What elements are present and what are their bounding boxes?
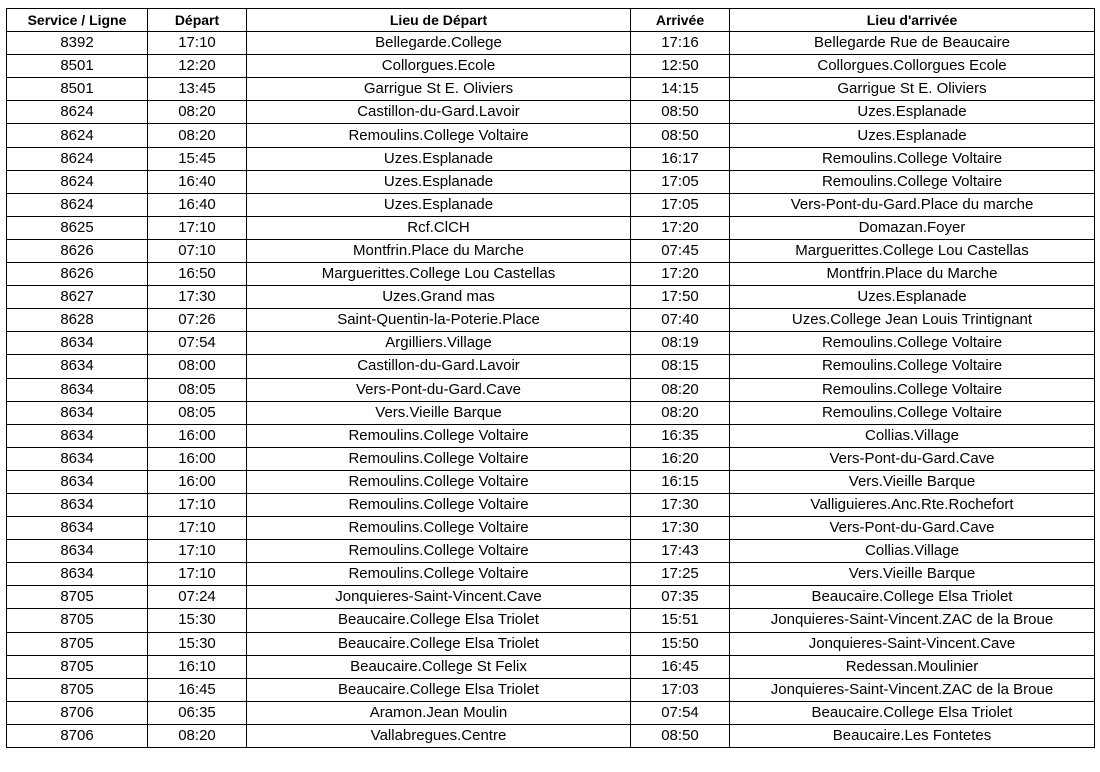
- cell-departure-place: Uzes.Esplanade: [247, 147, 631, 170]
- table-row: [7, 193, 1095, 216]
- cell-departure-place: Vers.Vieille Barque: [247, 401, 631, 424]
- cell-service-ligne: 8634: [7, 470, 148, 493]
- cell-arrival-time: 08:50: [631, 124, 730, 147]
- cell-departure-place: Vers-Pont-du-Gard.Cave: [247, 378, 631, 401]
- cell-arrival-time: 07:45: [631, 239, 730, 262]
- cell-departure-place: Jonquieres-Saint-Vincent.Cave: [247, 586, 631, 609]
- cell-arrival-time: 17:25: [631, 563, 730, 586]
- cell-depart-time: 08:05: [148, 378, 247, 401]
- cell-arrival-time: 14:15: [631, 78, 730, 101]
- cell-arrival-place: Jonquieres-Saint-Vincent.ZAC de la Broue: [730, 609, 1095, 632]
- table-row: [7, 355, 1095, 378]
- cell-depart-time: 16:00: [148, 447, 247, 470]
- table-row: [7, 332, 1095, 355]
- cell-arrival-time: 16:15: [631, 470, 730, 493]
- cell-depart-time: 16:40: [148, 193, 247, 216]
- cell-arrival-place: Montfrin.Place du Marche: [730, 263, 1095, 286]
- cell-arrival-place: Remoulins.College Voltaire: [730, 332, 1095, 355]
- cell-arrival-time: 15:51: [631, 609, 730, 632]
- schedule-table: [6, 8, 1095, 748]
- cell-arrival-time: 17:20: [631, 263, 730, 286]
- cell-service-ligne: 8392: [7, 32, 148, 55]
- cell-arrival-place: Jonquieres-Saint-Vincent.Cave: [730, 632, 1095, 655]
- table-row: [7, 78, 1095, 101]
- cell-arrival-place: Garrigue St E. Oliviers: [730, 78, 1095, 101]
- table-row: [7, 401, 1095, 424]
- cell-arrival-place: Marguerittes.College Lou Castellas: [730, 239, 1095, 262]
- cell-depart-time: 17:10: [148, 563, 247, 586]
- table-body: [7, 32, 1095, 748]
- table-row: [7, 309, 1095, 332]
- cell-departure-place: Marguerittes.College Lou Castellas: [247, 263, 631, 286]
- cell-arrival-time: 17:43: [631, 540, 730, 563]
- cell-depart-time: 17:10: [148, 540, 247, 563]
- cell-depart-time: 16:50: [148, 263, 247, 286]
- cell-depart-time: 16:00: [148, 470, 247, 493]
- cell-service-ligne: 8634: [7, 563, 148, 586]
- cell-service-ligne: 8634: [7, 517, 148, 540]
- cell-arrival-time: 16:45: [631, 655, 730, 678]
- cell-departure-place: Beaucaire.College Elsa Triolet: [247, 632, 631, 655]
- cell-arrival-time: 08:20: [631, 401, 730, 424]
- cell-departure-place: Rcf.ClCH: [247, 216, 631, 239]
- cell-depart-time: 15:45: [148, 147, 247, 170]
- cell-service-ligne: 8634: [7, 540, 148, 563]
- cell-arrival-place: Jonquieres-Saint-Vincent.ZAC de la Broue: [730, 678, 1095, 701]
- cell-service-ligne: 8634: [7, 378, 148, 401]
- cell-service-ligne: 8634: [7, 493, 148, 516]
- table-row: [7, 263, 1095, 286]
- cell-arrival-time: 08:15: [631, 355, 730, 378]
- header-row: [7, 9, 1095, 32]
- table-row: [7, 493, 1095, 516]
- cell-arrival-time: 15:50: [631, 632, 730, 655]
- cell-departure-place: Saint-Quentin-la-Poterie.Place: [247, 309, 631, 332]
- cell-departure-place: Remoulins.College Voltaire: [247, 447, 631, 470]
- table-row: [7, 124, 1095, 147]
- cell-arrival-place: Redessan.Moulinier: [730, 655, 1095, 678]
- cell-arrival-time: 17:05: [631, 170, 730, 193]
- cell-depart-time: 17:10: [148, 216, 247, 239]
- cell-departure-place: Castillon-du-Gard.Lavoir: [247, 101, 631, 124]
- cell-departure-place: Remoulins.College Voltaire: [247, 517, 631, 540]
- cell-depart-time: 13:45: [148, 78, 247, 101]
- cell-depart-time: 16:45: [148, 678, 247, 701]
- cell-departure-place: Remoulins.College Voltaire: [247, 124, 631, 147]
- cell-depart-time: 07:24: [148, 586, 247, 609]
- cell-arrival-time: 17:30: [631, 517, 730, 540]
- cell-service-ligne: 8634: [7, 424, 148, 447]
- cell-depart-time: 16:10: [148, 655, 247, 678]
- cell-departure-place: Remoulins.College Voltaire: [247, 470, 631, 493]
- cell-arrival-time: 08:19: [631, 332, 730, 355]
- table-row: [7, 147, 1095, 170]
- cell-depart-time: 17:10: [148, 493, 247, 516]
- table-row: [7, 609, 1095, 632]
- schedule-document: [6, 8, 1095, 748]
- table-row: [7, 563, 1095, 586]
- table-row: [7, 701, 1095, 724]
- cell-departure-place: Collorgues.Ecole: [247, 55, 631, 78]
- cell-departure-place: Remoulins.College Voltaire: [247, 424, 631, 447]
- table-row: [7, 170, 1095, 193]
- cell-service-ligne: 8628: [7, 309, 148, 332]
- table-row: [7, 424, 1095, 447]
- cell-depart-time: 15:30: [148, 632, 247, 655]
- cell-depart-time: 07:54: [148, 332, 247, 355]
- cell-arrival-place: Vers.Vieille Barque: [730, 470, 1095, 493]
- cell-departure-place: Beaucaire.College St Felix: [247, 655, 631, 678]
- cell-service-ligne: 8624: [7, 101, 148, 124]
- table-row: [7, 239, 1095, 262]
- cell-arrival-time: 07:54: [631, 701, 730, 724]
- header-lieu-de-depart: Lieu de Départ: [247, 9, 631, 32]
- cell-service-ligne: 8626: [7, 263, 148, 286]
- cell-service-ligne: 8624: [7, 193, 148, 216]
- cell-arrival-place: Remoulins.College Voltaire: [730, 170, 1095, 193]
- table-row: [7, 378, 1095, 401]
- cell-arrival-place: Remoulins.College Voltaire: [730, 378, 1095, 401]
- table-row: [7, 655, 1095, 678]
- table-row: [7, 517, 1095, 540]
- cell-depart-time: 06:35: [148, 701, 247, 724]
- table-row: [7, 286, 1095, 309]
- table-row: [7, 586, 1095, 609]
- cell-arrival-place: Remoulins.College Voltaire: [730, 355, 1095, 378]
- cell-arrival-place: Beaucaire.Les Fontetes: [730, 724, 1095, 747]
- cell-service-ligne: 8625: [7, 216, 148, 239]
- cell-arrival-time: 16:35: [631, 424, 730, 447]
- cell-service-ligne: 8624: [7, 147, 148, 170]
- cell-arrival-place: Domazan.Foyer: [730, 216, 1095, 239]
- cell-depart-time: 15:30: [148, 609, 247, 632]
- cell-arrival-time: 08:20: [631, 378, 730, 401]
- cell-service-ligne: 8705: [7, 586, 148, 609]
- cell-departure-place: Montfrin.Place du Marche: [247, 239, 631, 262]
- cell-depart-time: 07:10: [148, 239, 247, 262]
- cell-arrival-place: Collorgues.Collorgues Ecole: [730, 55, 1095, 78]
- cell-departure-place: Garrigue St E. Oliviers: [247, 78, 631, 101]
- cell-arrival-time: 17:20: [631, 216, 730, 239]
- cell-service-ligne: 8705: [7, 655, 148, 678]
- cell-departure-place: Beaucaire.College Elsa Triolet: [247, 609, 631, 632]
- cell-arrival-time: 07:40: [631, 309, 730, 332]
- cell-departure-place: Remoulins.College Voltaire: [247, 540, 631, 563]
- cell-service-ligne: 8705: [7, 609, 148, 632]
- table-row: [7, 632, 1095, 655]
- cell-arrival-place: Beaucaire.College Elsa Triolet: [730, 586, 1095, 609]
- cell-arrival-time: 17:16: [631, 32, 730, 55]
- cell-arrival-time: 17:05: [631, 193, 730, 216]
- cell-departure-place: Argilliers.Village: [247, 332, 631, 355]
- cell-service-ligne: 8705: [7, 632, 148, 655]
- cell-service-ligne: 8501: [7, 78, 148, 101]
- table-header: [7, 9, 1095, 32]
- cell-service-ligne: 8634: [7, 401, 148, 424]
- cell-depart-time: 08:20: [148, 101, 247, 124]
- cell-depart-time: 08:05: [148, 401, 247, 424]
- cell-service-ligne: 8705: [7, 678, 148, 701]
- cell-departure-place: Remoulins.College Voltaire: [247, 493, 631, 516]
- cell-departure-place: Uzes.Grand mas: [247, 286, 631, 309]
- cell-depart-time: 08:20: [148, 124, 247, 147]
- table-row: [7, 724, 1095, 747]
- cell-departure-place: Bellegarde.College: [247, 32, 631, 55]
- cell-arrival-place: Collias.Village: [730, 540, 1095, 563]
- header-arrivee: Arrivée: [631, 9, 730, 32]
- cell-arrival-time: 07:35: [631, 586, 730, 609]
- cell-arrival-place: Vers-Pont-du-Gard.Cave: [730, 447, 1095, 470]
- table-row: [7, 470, 1095, 493]
- cell-depart-time: 17:10: [148, 32, 247, 55]
- cell-arrival-time: 17:03: [631, 678, 730, 701]
- table-row: [7, 55, 1095, 78]
- cell-depart-time: 12:20: [148, 55, 247, 78]
- cell-arrival-place: Vers-Pont-du-Gard.Cave: [730, 517, 1095, 540]
- cell-service-ligne: 8501: [7, 55, 148, 78]
- cell-service-ligne: 8626: [7, 239, 148, 262]
- cell-depart-time: 08:20: [148, 724, 247, 747]
- table-row: [7, 101, 1095, 124]
- cell-departure-place: Remoulins.College Voltaire: [247, 563, 631, 586]
- cell-arrival-place: Vers-Pont-du-Gard.Place du marche: [730, 193, 1095, 216]
- cell-departure-place: Uzes.Esplanade: [247, 193, 631, 216]
- cell-departure-place: Aramon.Jean Moulin: [247, 701, 631, 724]
- cell-service-ligne: 8706: [7, 724, 148, 747]
- table-row: [7, 678, 1095, 701]
- cell-depart-time: 17:10: [148, 517, 247, 540]
- header-service-ligne: Service / Ligne: [7, 9, 148, 32]
- cell-departure-place: Beaucaire.College Elsa Triolet: [247, 678, 631, 701]
- cell-arrival-place: Vers.Vieille Barque: [730, 563, 1095, 586]
- cell-arrival-place: Collias.Village: [730, 424, 1095, 447]
- cell-depart-time: 16:40: [148, 170, 247, 193]
- cell-arrival-place: Uzes.Esplanade: [730, 101, 1095, 124]
- table-row: [7, 216, 1095, 239]
- cell-service-ligne: 8634: [7, 355, 148, 378]
- cell-arrival-place: Uzes.Esplanade: [730, 124, 1095, 147]
- cell-arrival-time: 08:50: [631, 724, 730, 747]
- cell-depart-time: 08:00: [148, 355, 247, 378]
- table-row: [7, 540, 1095, 563]
- table-row: [7, 32, 1095, 55]
- header-lieu-d-arrivee: Lieu d'arrivée: [730, 9, 1095, 32]
- cell-depart-time: 17:30: [148, 286, 247, 309]
- cell-arrival-time: 12:50: [631, 55, 730, 78]
- cell-arrival-time: 08:50: [631, 101, 730, 124]
- cell-depart-time: 16:00: [148, 424, 247, 447]
- cell-arrival-place: Valliguieres.Anc.Rte.Rochefort: [730, 493, 1095, 516]
- cell-arrival-place: Remoulins.College Voltaire: [730, 401, 1095, 424]
- cell-arrival-time: 17:50: [631, 286, 730, 309]
- cell-depart-time: 07:26: [148, 309, 247, 332]
- cell-arrival-time: 16:17: [631, 147, 730, 170]
- cell-arrival-place: Beaucaire.College Elsa Triolet: [730, 701, 1095, 724]
- cell-arrival-time: 17:30: [631, 493, 730, 516]
- cell-service-ligne: 8634: [7, 447, 148, 470]
- cell-arrival-place: Bellegarde Rue de Beaucaire: [730, 32, 1095, 55]
- cell-departure-place: Castillon-du-Gard.Lavoir: [247, 355, 631, 378]
- cell-service-ligne: 8624: [7, 124, 148, 147]
- table-row: [7, 447, 1095, 470]
- cell-arrival-place: Uzes.Esplanade: [730, 286, 1095, 309]
- cell-service-ligne: 8627: [7, 286, 148, 309]
- cell-service-ligne: 8634: [7, 332, 148, 355]
- cell-service-ligne: 8624: [7, 170, 148, 193]
- cell-service-ligne: 8706: [7, 701, 148, 724]
- cell-departure-place: Vallabregues.Centre: [247, 724, 631, 747]
- cell-arrival-time: 16:20: [631, 447, 730, 470]
- cell-arrival-place: Uzes.College Jean Louis Trintignant: [730, 309, 1095, 332]
- cell-departure-place: Uzes.Esplanade: [247, 170, 631, 193]
- cell-arrival-place: Remoulins.College Voltaire: [730, 147, 1095, 170]
- header-depart: Départ: [148, 9, 247, 32]
